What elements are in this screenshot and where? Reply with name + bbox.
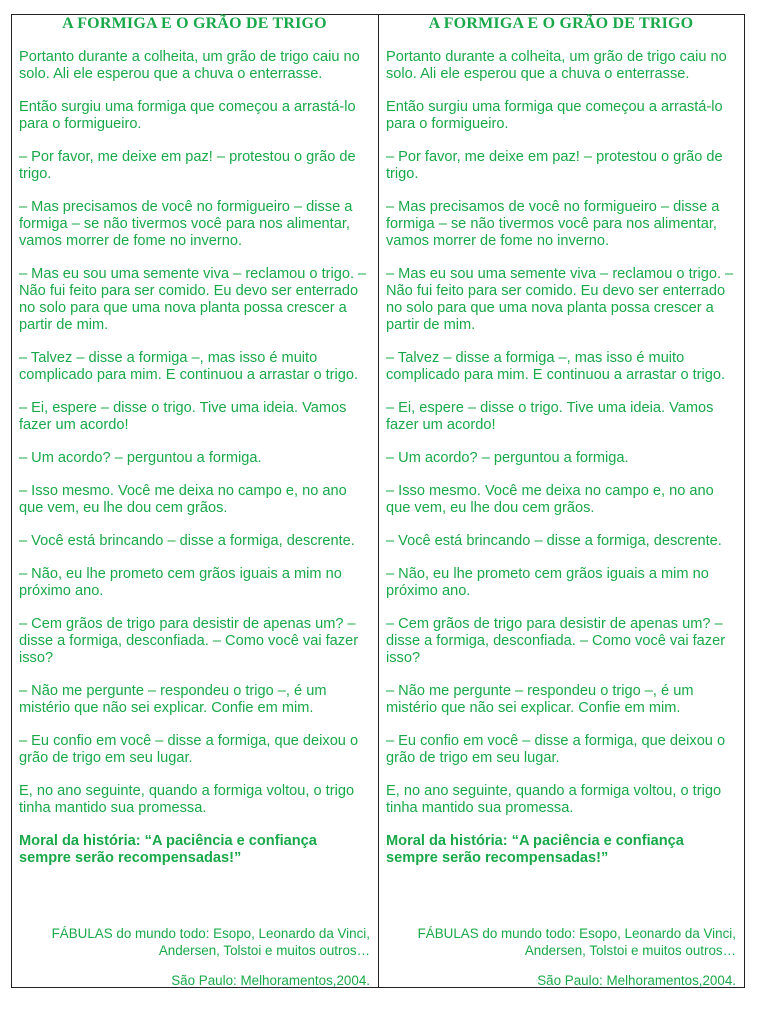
- paragraph: – Cem grãos de trigo para desistir de apenas um? – disse a formiga, desconfiada. – Como você vai fazer isso?: [386, 616, 726, 666]
- paragraph: – Um acordo? – perguntou a formiga.: [386, 450, 629, 466]
- paragraph: – Não, eu lhe prometo cem grãos iguais a mim no próximo ano.: [386, 566, 709, 599]
- paragraph: – Você está brincando – disse a formiga, descrente.: [386, 533, 722, 549]
- fable-title: A FORMIGA E O GRÃO DE TRIGO: [428, 15, 694, 32]
- fable-column-left: [12, 15, 378, 987]
- paragraph: – Eu confio em você – disse a formiga, que deixou o grão de trigo em seu lugar.: [386, 733, 726, 766]
- paragraph: Então surgiu uma formiga que começou a arrastá-lo para o formigueiro.: [19, 99, 356, 132]
- paragraph: – Mas eu sou uma semente viva – reclamou o trigo. – Não fui feito para ser comido. Eu devo ser enterrado no solo para que uma nova planta possa crescer a partir de mim.: [386, 266, 734, 333]
- paragraph: – Eu confio em você – disse a formiga, que deixou o grão de trigo em seu lugar.: [19, 733, 359, 766]
- source-book: FÁBULAS do mundo todo: Esopo, Leonardo da Vinci, Andersen, Tolstoi e muitos outros…: [417, 926, 736, 958]
- paragraph: – Talvez – disse a formiga –, mas isso é muito complicado para mim. E continuou a arrastar o trigo.: [386, 350, 726, 383]
- fable-body: [386, 49, 736, 817]
- paragraph: Portanto durante a colheita, um grão de trigo caiu no solo. Ali ele esperou que a chuva o enterrasse.: [386, 49, 727, 82]
- source-publisher: São Paulo: Melhoramentos,2004.: [171, 973, 370, 988]
- fable-title: A FORMIGA E O GRÃO DE TRIGO: [62, 15, 327, 32]
- paragraph: – Por favor, me deixe em paz! – protestou o grão de trigo.: [19, 149, 356, 182]
- paragraph: – Mas precisamos de você no formigueiro – disse a formiga – se não tivermos você para nos alimentar, vamos morrer de fome no inverno.: [19, 199, 353, 249]
- paragraph: – Isso mesmo. Você me deixa no campo e, no ano que vem, eu lhe dou cem grãos.: [19, 483, 347, 516]
- paragraph: E, no ano seguinte, quando a formiga voltou, o trigo tinha mantido sua promessa.: [19, 783, 355, 816]
- source-publisher: São Paulo: Melhoramentos,2004.: [537, 973, 736, 988]
- paragraph: – Ei, espere – disse o trigo. Tive uma ideia. Vamos fazer um acordo!: [19, 400, 347, 433]
- paragraph: Então surgiu uma formiga que começou a arrastá-lo para o formigueiro.: [386, 99, 723, 132]
- paragraph: Portanto durante a colheita, um grão de trigo caiu no solo. Ali ele esperou que a chuva o enterrasse.: [19, 49, 360, 82]
- paragraph: – Não, eu lhe prometo cem grãos iguais a mim no próximo ano.: [19, 566, 342, 599]
- fable-column-right: [378, 15, 744, 987]
- paragraph: – Você está brincando – disse a formiga, descrente.: [19, 533, 355, 549]
- paragraph: – Um acordo? – perguntou a formiga.: [19, 450, 262, 466]
- paragraph: – Não me pergunte – respondeu o trigo –, é um mistério que não sei explicar. Confie em mim.: [386, 683, 694, 716]
- paragraph: – Por favor, me deixe em paz! – protestou o grão de trigo.: [386, 149, 723, 182]
- paragraph: – Ei, espere – disse o trigo. Tive uma ideia. Vamos fazer um acordo!: [386, 400, 714, 433]
- paragraph: – Isso mesmo. Você me deixa no campo e, no ano que vem, eu lhe dou cem grãos.: [386, 483, 714, 516]
- moral-text: Moral da história: “A paciência e confiança sempre serão recompensadas!”: [386, 833, 684, 866]
- paragraph: – Talvez – disse a formiga –, mas isso é muito complicado para mim. E continuou a arrastar o trigo.: [19, 350, 359, 383]
- paragraph: E, no ano seguinte, quando a formiga voltou, o trigo tinha mantido sua promessa.: [386, 783, 722, 816]
- paragraph: – Cem grãos de trigo para desistir de apenas um? – disse a formiga, desconfiada. – Como você vai fazer isso?: [19, 616, 359, 666]
- paragraph: – Mas precisamos de você no formigueiro – disse a formiga – se não tivermos você para nos alimentar, vamos morrer de fome no inverno.: [386, 199, 720, 249]
- moral-text: Moral da história: “A paciência e confiança sempre serão recompensadas!”: [19, 833, 317, 866]
- paragraph: – Não me pergunte – respondeu o trigo –, é um mistério que não sei explicar. Confie em mim.: [19, 683, 327, 716]
- fable-body: [19, 49, 370, 817]
- paragraph: – Mas eu sou uma semente viva – reclamou o trigo. – Não fui feito para ser comido. Eu devo ser enterrado no solo para que uma nova planta possa crescer a partir de mim.: [19, 266, 367, 333]
- fable-sheet: [11, 14, 745, 988]
- source-book: FÁBULAS do mundo todo: Esopo, Leonardo da Vinci, Andersen, Tolstoi e muitos outros…: [51, 926, 370, 958]
